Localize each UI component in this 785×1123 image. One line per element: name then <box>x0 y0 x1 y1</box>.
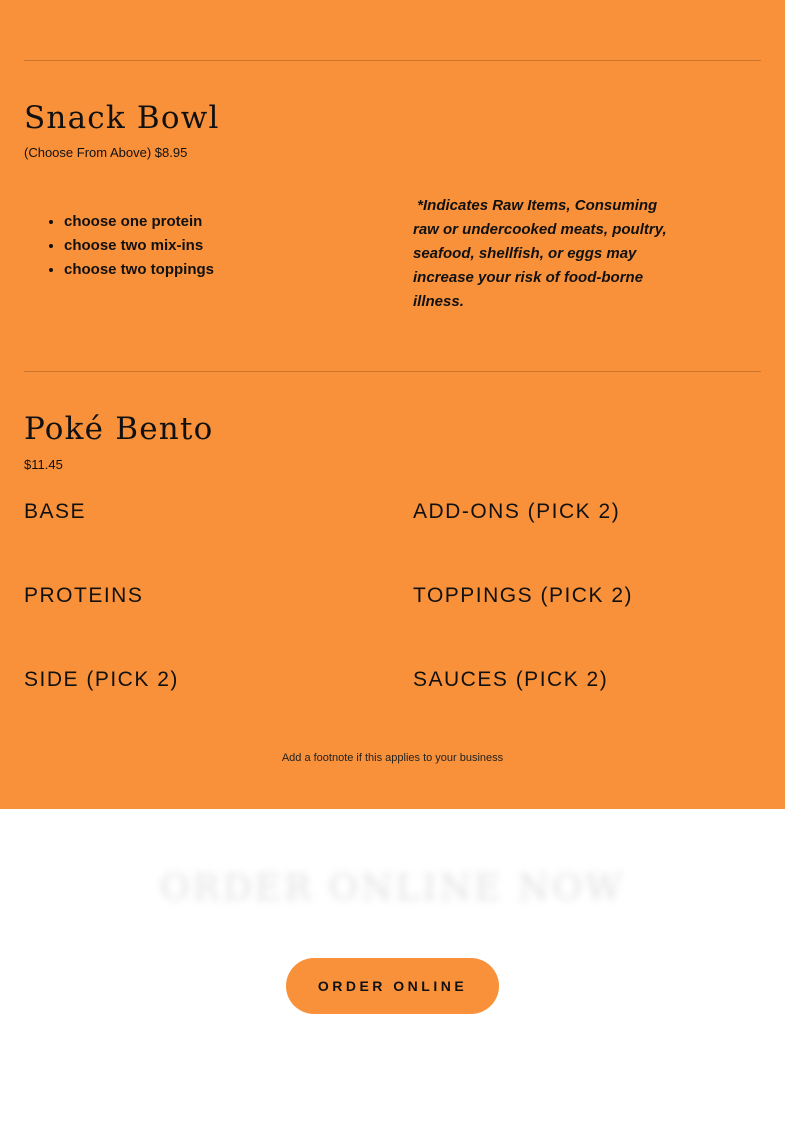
poke-bento-price: $11.45 <box>24 457 63 472</box>
raw-items-disclaimer-text: *Indicates Raw Items, Consuming raw or undercooked meats, poultry, seafood, shellfish, or eggs may increase your risk of food-borne illness. <box>413 197 667 310</box>
category-side: SIDE (PICK 2) <box>24 668 179 691</box>
category-proteins: PROTEINS <box>24 584 144 607</box>
category-sauces: SAUCES (PICK 2) <box>413 668 609 691</box>
category-base: BASE <box>24 500 87 523</box>
list-item: • choose one protein <box>64 210 214 234</box>
section-divider <box>24 60 761 61</box>
section-divider <box>24 371 761 372</box>
order-online-button[interactable]: ORDER ONLINE <box>286 958 499 1014</box>
order-online-heading: ORDER ONLINE NOW <box>160 868 625 909</box>
category-toppings: TOPPINGS (PICK 2) <box>413 584 633 607</box>
category-add-ons: ADD-ONS (PICK 2) <box>413 500 621 523</box>
menu-footnote: Add a footnote if this applies to your business <box>281 752 504 764</box>
raw-items-disclaimer <box>413 194 669 314</box>
poke-bento-title: Poké Bento <box>24 411 214 447</box>
snack-bowl-subtitle: (Choose From Above) $8.95 <box>24 145 188 160</box>
list-item: • choose two mix-ins <box>64 234 214 258</box>
list-item: • choose two toppings <box>64 258 214 282</box>
snack-bowl-title: Snack Bowl <box>24 100 220 136</box>
snack-bowl-options-list <box>24 210 214 282</box>
